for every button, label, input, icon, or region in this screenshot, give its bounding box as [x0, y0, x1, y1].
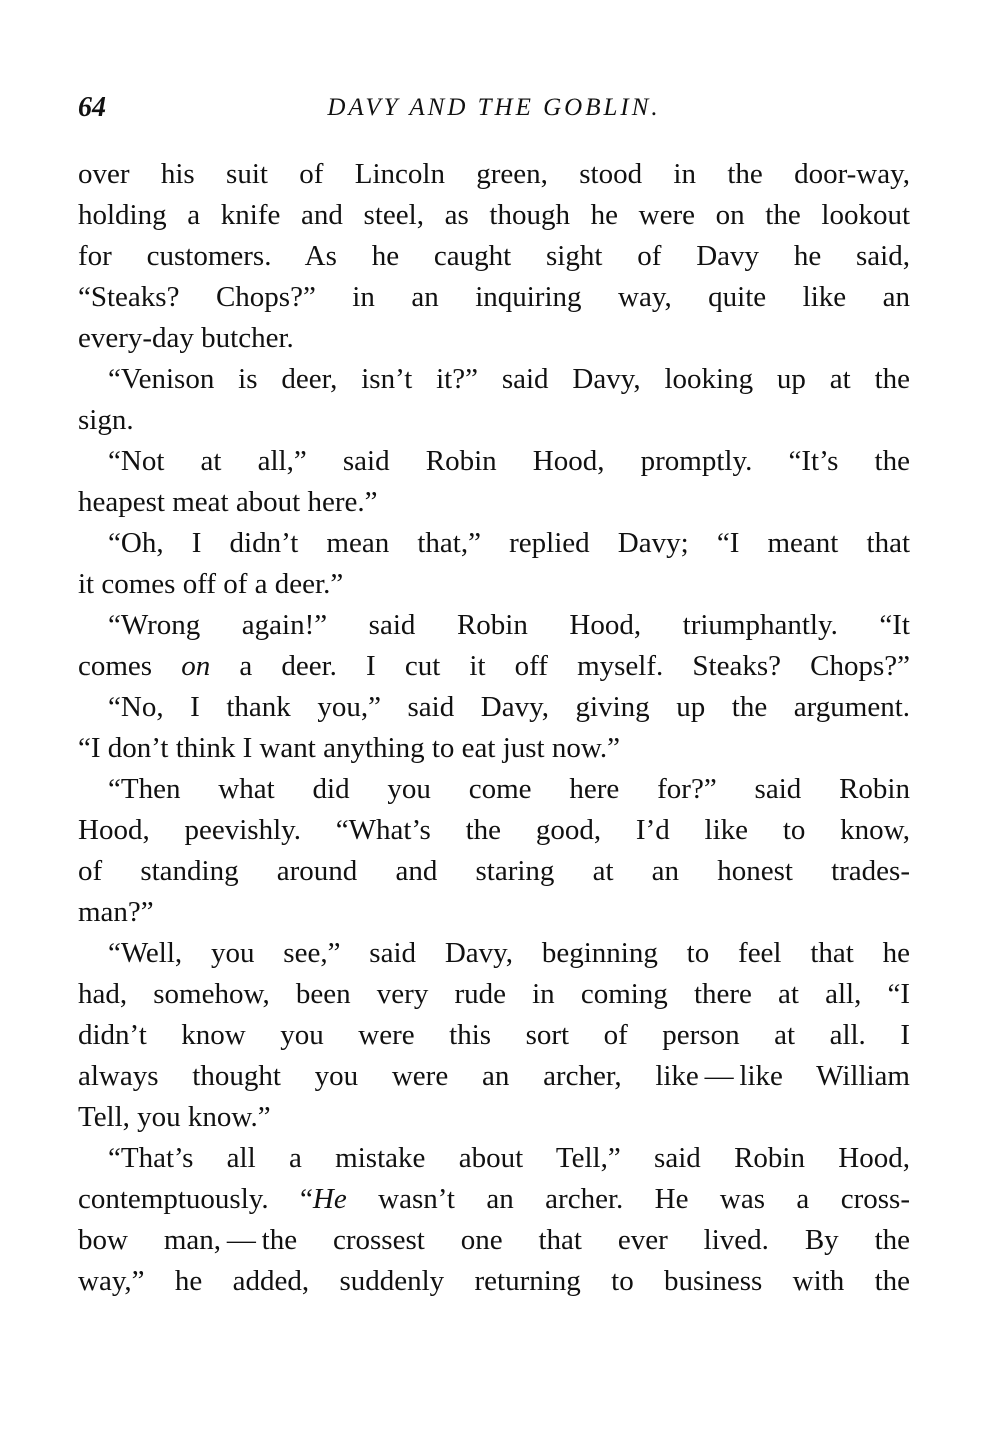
text-line: “Steaks? Chops?” in an inquiring way, quite like an — [78, 281, 910, 313]
page-header — [78, 88, 910, 128]
text-line: holding a knife and steel, as though he were on the lookout — [78, 199, 910, 231]
text-line: bow man, — the crossest one that ever lived. By the — [78, 1224, 910, 1256]
text-line: had, somehow, been very rude in coming there at all, “I — [78, 978, 910, 1010]
text-line: for customers. As he caught sight of Davy he said, — [78, 240, 910, 272]
text-line: “Venison is deer, isn’t it?” said Davy, looking up at the — [108, 363, 910, 395]
text-line: always thought you were an archer, like — like William — [78, 1060, 910, 1092]
text-line: over his suit of Lincoln green, stood in the door-way, — [78, 158, 910, 190]
text-line: comes on a deer. I cut it off myself. Steaks? Chops?” — [78, 650, 910, 682]
text-line: sign. — [78, 404, 134, 436]
text-line: “That’s all a mistake about Tell,” said Robin Hood, — [108, 1142, 910, 1174]
text-line: of standing around and staring at an honest trades- — [78, 855, 910, 887]
text-line: it comes off of a deer.” — [78, 568, 344, 600]
text-line: heapest meat about here.” — [78, 486, 378, 518]
text-line: Hood, peevishly. “What’s the good, I’d like to know, — [78, 814, 910, 846]
running-title: DAVY AND THE GOBLIN. — [327, 94, 661, 121]
text-line: Tell, you know.” — [78, 1101, 271, 1133]
text-line: “Oh, I didn’t mean that,” replied Davy; “I meant that — [108, 527, 910, 559]
text-line: “No, I thank you,” said Davy, giving up the argument. — [108, 691, 910, 723]
text-line: contemptuously. “He wasn’t an archer. He was a cross- — [78, 1183, 910, 1215]
text-line: didn’t know you were this sort of person at all. I — [78, 1019, 910, 1051]
page-number: 64 — [78, 92, 106, 123]
text-line: “I don’t think I want anything to eat just now.” — [78, 732, 621, 764]
text-line: “Not at all,” said Robin Hood, promptly. “It’s the — [108, 445, 910, 477]
text-line: every-day butcher. — [78, 322, 294, 354]
text-line: way,” he added, suddenly returning to business with the — [78, 1265, 910, 1297]
text-line: man?” — [78, 896, 154, 928]
text-line: “Wrong again!” said Robin Hood, triumphantly. “It — [108, 609, 910, 641]
text-line: “Well, you see,” said Davy, beginning to feel that he — [108, 937, 910, 969]
text-line: “Then what did you come here for?” said Robin — [108, 773, 910, 805]
body-text — [78, 154, 910, 1302]
